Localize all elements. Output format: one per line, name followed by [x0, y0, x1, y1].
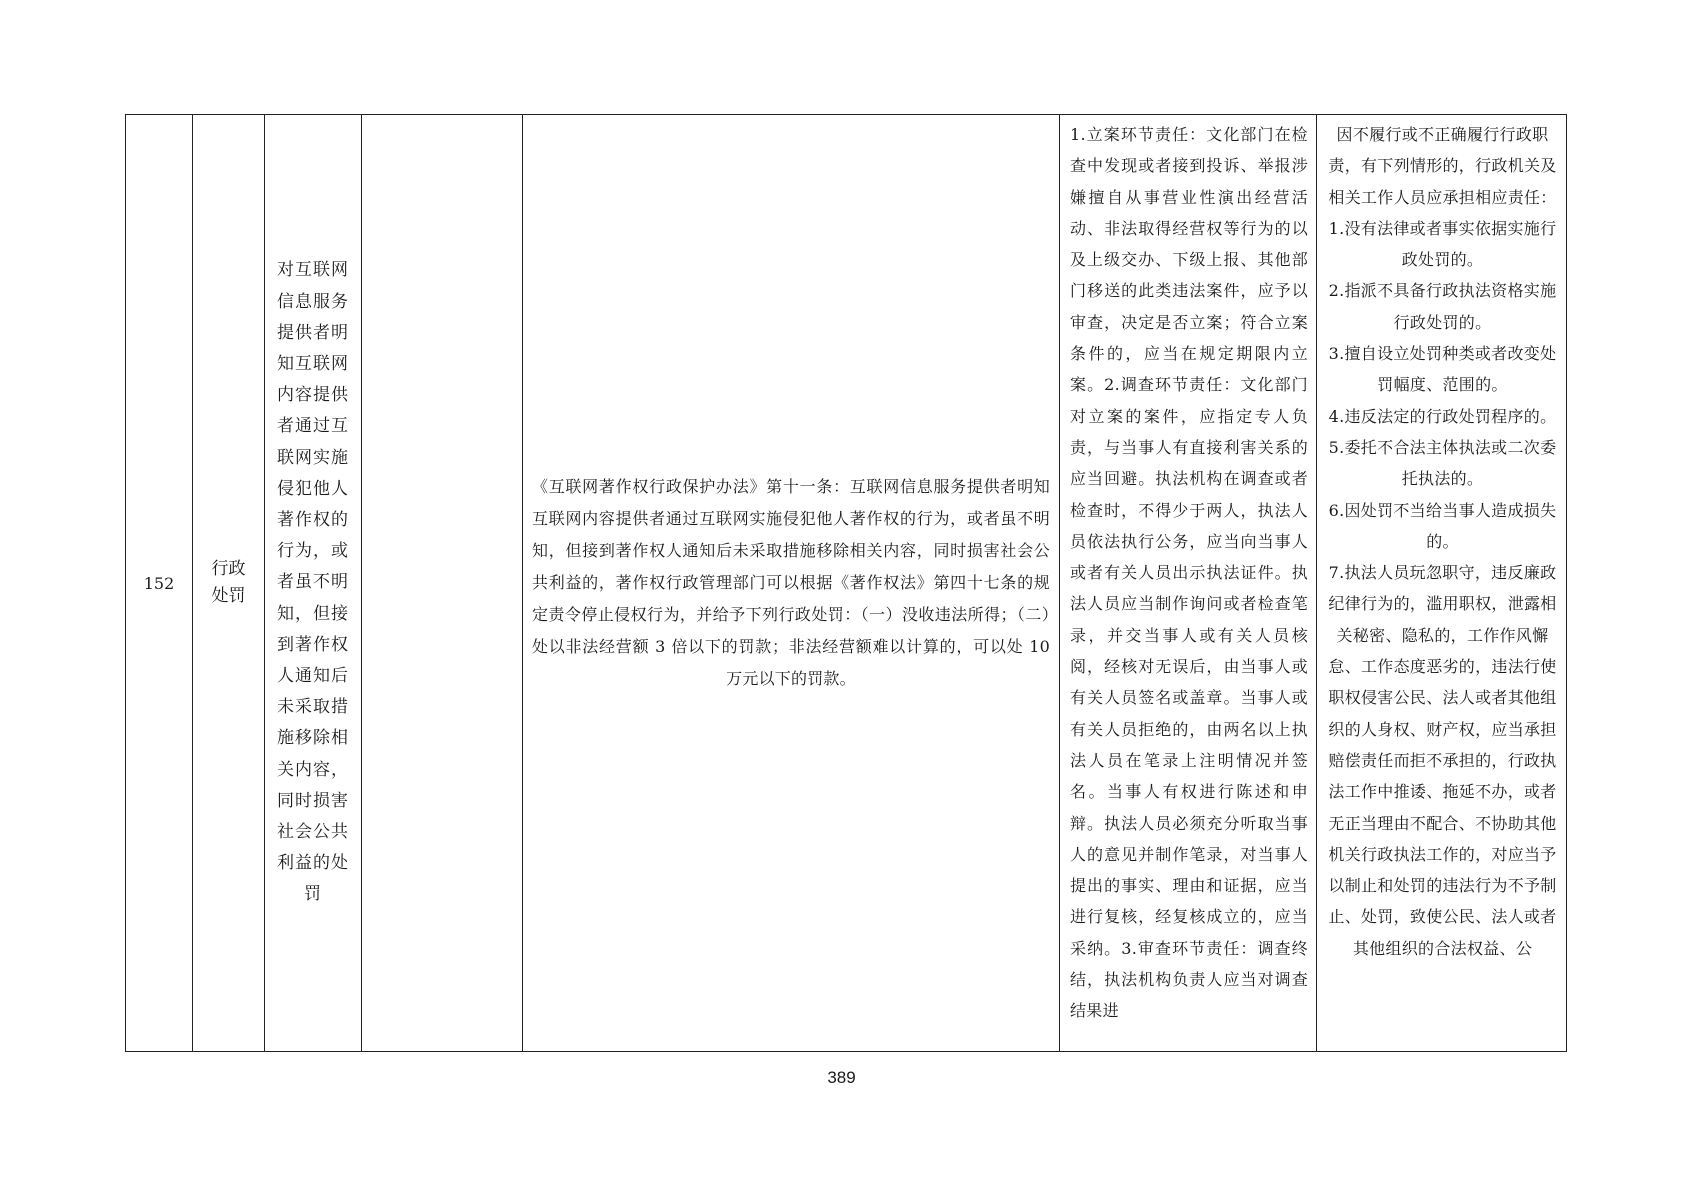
legal-basis-cell — [523, 115, 1060, 1051]
responsibility-text: 1.立案环节责任：文化部门在检查中发现或者接到投诉、举报涉嫌擅自从事营业性演出经营活动、非法取得经营权等行为的以及上级交办、下级上报、其他部门移送的此类违法案件，应予以审查，决定是否立案；符合立案条件的，应当在规定期限内立案。2.调查环节责任：文化部门对立案的案件，应指定专人负责，与当事人有直接利害关系的应当回避。执法机构在调查或者检查时，不得少于两人，执法人员依法执行公务，应当向当事人或者有关人员出示执法证件。执法人员应当制作询问或者检查笔录，并交当事人或有关人员核阅，经核对无误后，由当事人或有关人员签名或盖章。当事人或有关人员拒绝的，由两名以上执法人员在笔录上注明情况并签名。当事人有权进行陈述和申辩。执法人员必须充分听取当事人的意见并制作笔录，对当事人提出的事实、理由和证据，应当进行复核，经复核成立的，应当采纳。3.审查环节责任：调查终结，执法机构负责人应当对调查结果进 — [1070, 125, 1308, 1021]
accountability-item: 1.没有法律或者事实依据实施行政处罚的。 — [1328, 218, 1557, 270]
category-cell — [193, 115, 265, 1051]
accountability-item: 5.委托不合法主体执法或二次委托执法的。 — [1328, 437, 1557, 489]
item-name-text: 对互联网信息服务提供者明知互联网内容提供者通过互联网实施侵犯他人著作权的行为，或者虽不明知，但接到著作权人通知后未采取措施移除相关内容，同时损害社会公共利益的处罚 — [277, 260, 349, 905]
seq-cell — [126, 115, 193, 1051]
accountability-item: 2.指派不具备行政执法资格实施行政处罚的。 — [1328, 281, 1557, 332]
accountability-item: 6.因处罚不当给当事人造成损失的。 — [1328, 500, 1557, 551]
accountability-item: 3.擅自设立处罚种类或者改变处罚幅度、范围的。 — [1328, 344, 1557, 395]
page-number: 389 — [827, 1068, 856, 1087]
legal-basis-text: 《互联网著作权行政保护办法》第十一条：互联网信息服务提供者明知互联网内容提供者通过互联网实施侵犯他人著作权的行为，或者虽不明知，但接到著作权人通知后未采取措施移除相关内容，同时损害社会公共利益的，著作权行政管理部门可以根据《著作权法》第四十七条的规定责令停止侵权行为，并给予下列行政处罚：（一）没收违法所得；（二）处以非法经营额 3 倍以下的罚款；非法经营额难以计算的，可以处 10 万元以下的罚款。 — [532, 477, 1050, 688]
accountability-intro: 因不履行或不正确履行行政职责，有下列情形的，行政机关及相关工作人员应承担相应责任： — [1328, 125, 1557, 207]
responsibility-table — [125, 114, 1567, 1052]
category-text: 行政处罚 — [211, 559, 246, 606]
item-name-cell — [265, 115, 362, 1051]
accountability-item: 4.违反法定的行政处罚程序的。 — [1328, 406, 1557, 426]
accountability-item: 7.执法人员玩忽职守，违反廉政纪律行为的，滥用职权，泄露相关秘密、隐私的，工作作风懈怠、工作态度恶劣的，违法行使职权侵害公民、法人或者其他组织的人身权、财产权，应当承担赔偿责任而拒不承担的，行政执法工作中推诿、拖延不办，或者无正当理由不配合、不协助其他机关行政执法工作的，对应当予以制止和处罚的违法行为不予制止、处罚，致使公民、法人或者其他组织的合法权益、公 — [1328, 563, 1557, 958]
accountability-cell — [1317, 115, 1568, 1051]
seq-number: 152 — [143, 573, 175, 593]
responsibility-cell — [1060, 115, 1317, 1051]
sub-item-cell — [362, 115, 523, 1051]
accountability-text — [1325, 119, 1560, 1049]
